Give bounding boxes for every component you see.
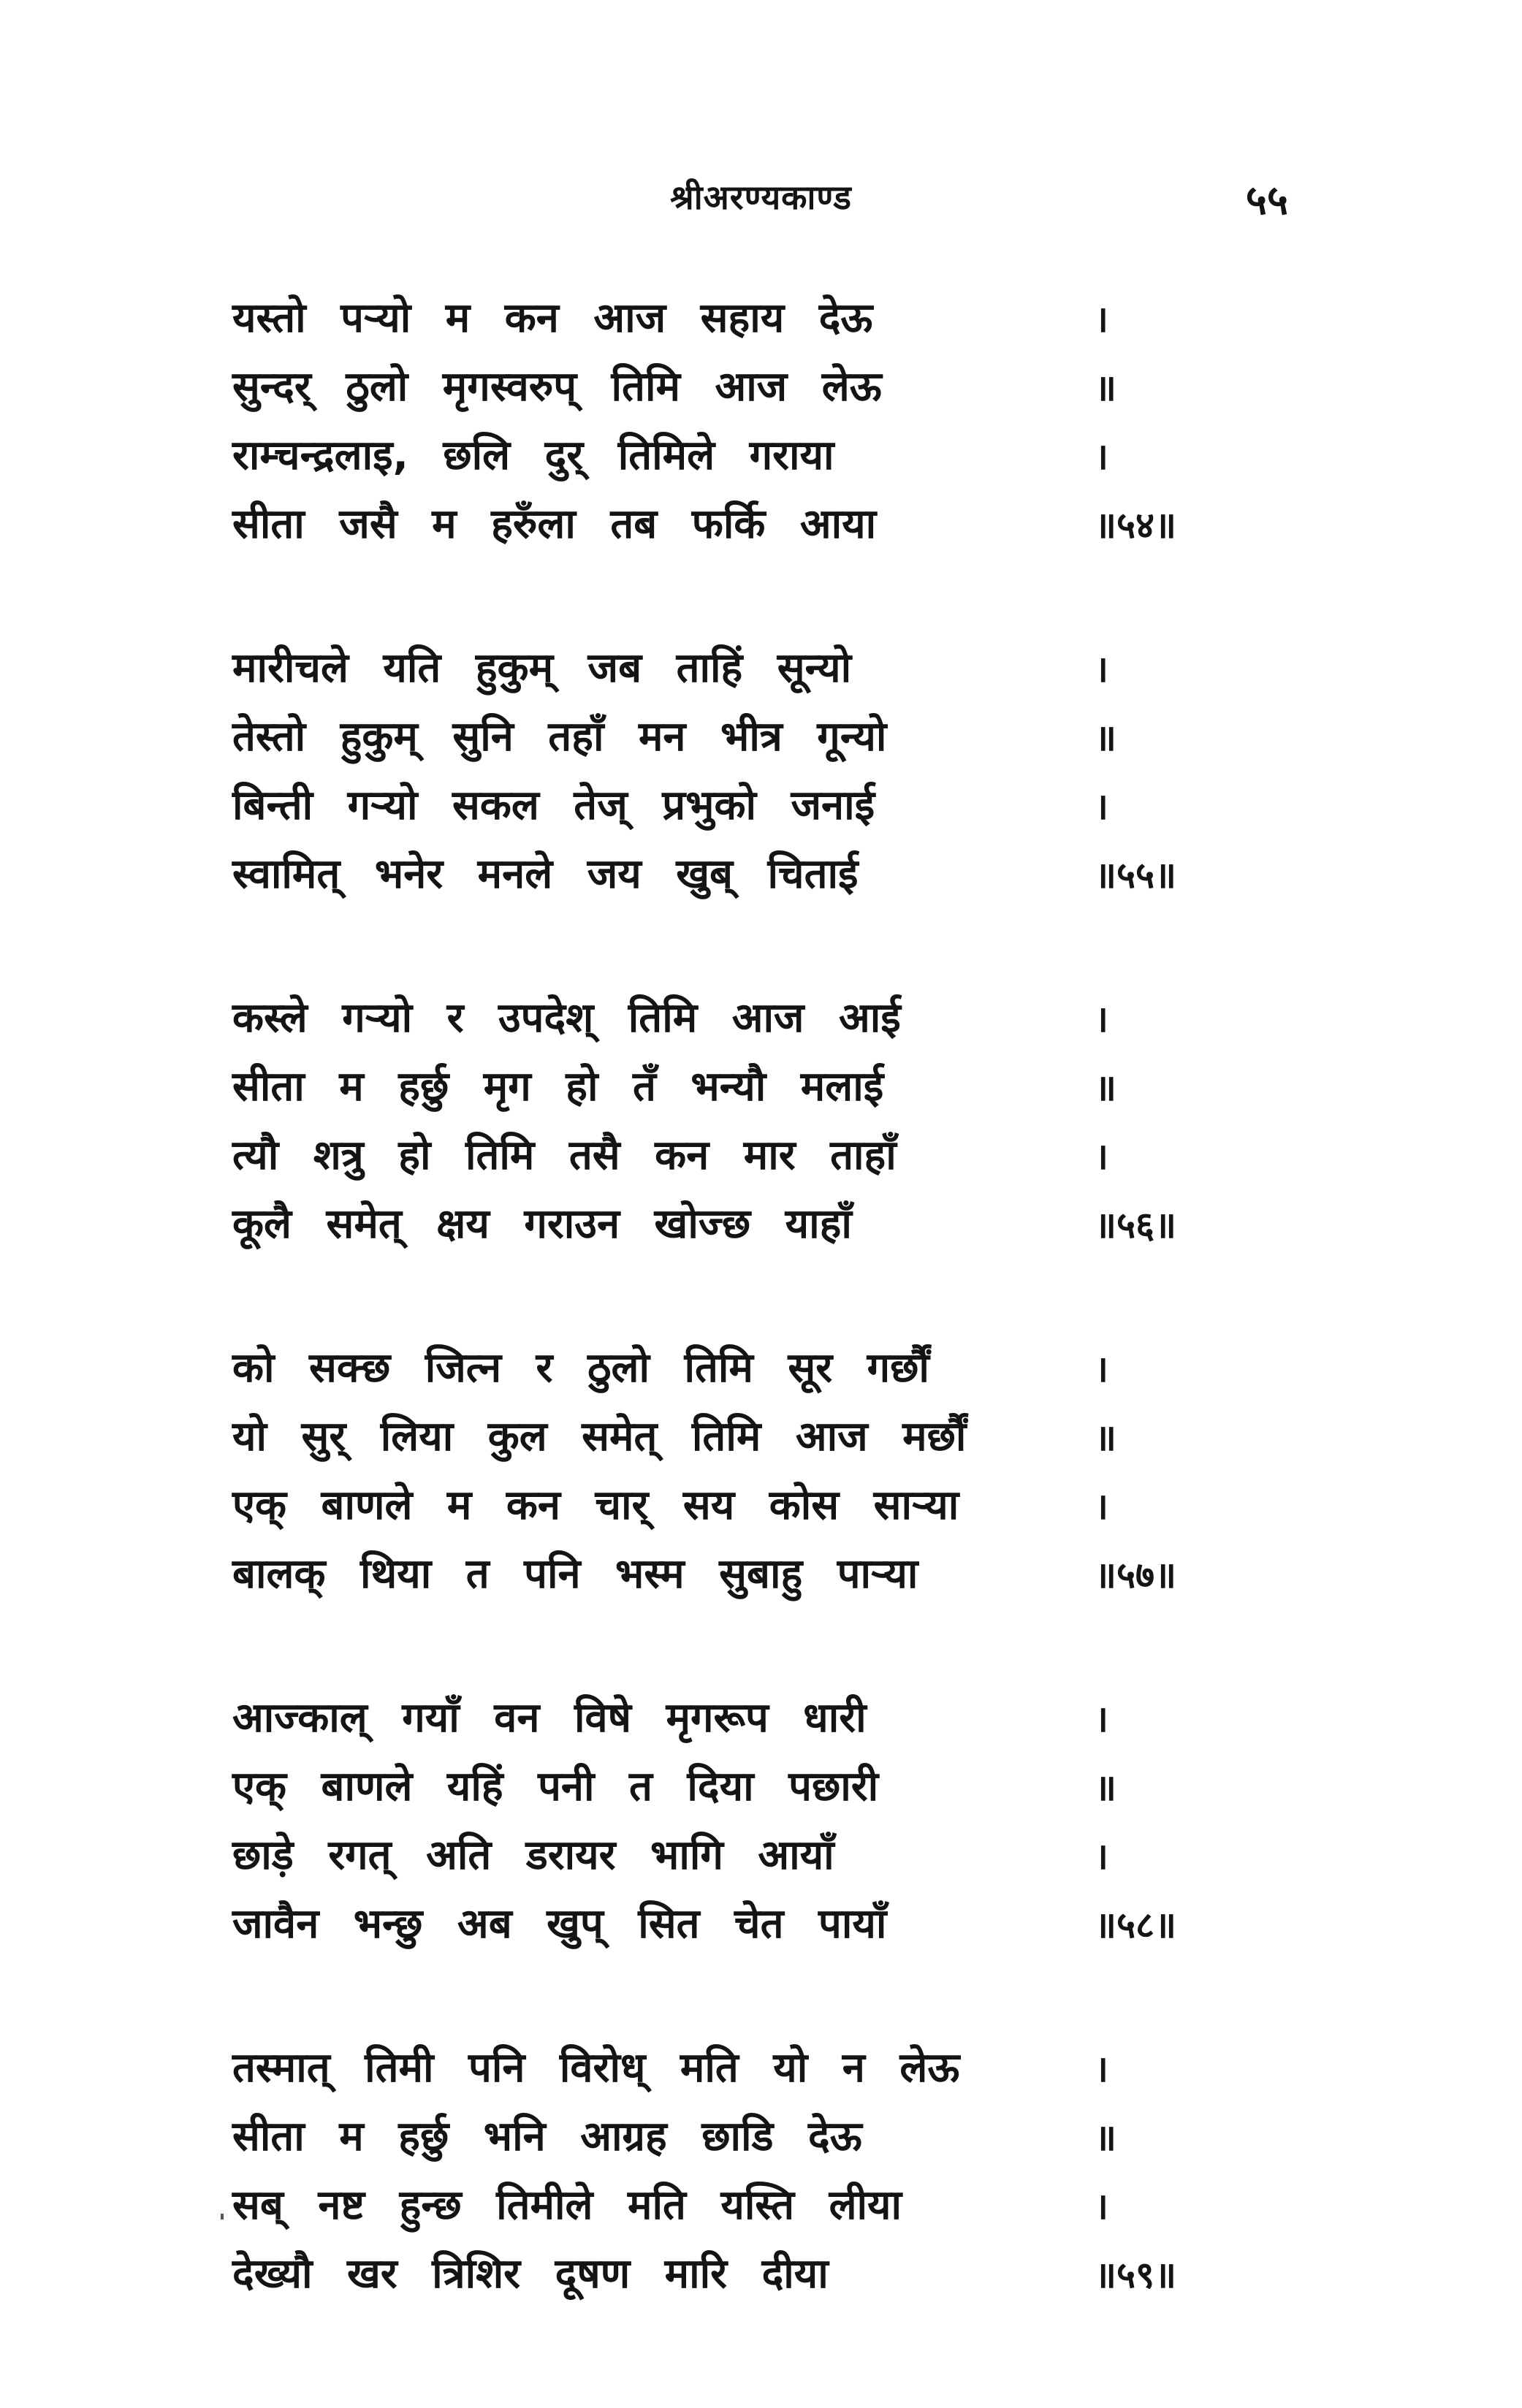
verse-line — [232, 1195, 1211, 1263]
verse-text: राम्चन्द्रलाइ, छलि दुर् तिमिले गराया — [232, 432, 834, 479]
verse-number: ॥५४॥ — [1095, 504, 1176, 546]
verse-end-mark: । — [1095, 1698, 1108, 1740]
verse-end-mark: । — [1095, 998, 1108, 1040]
verse-line — [232, 845, 1211, 913]
verse-line — [232, 776, 1211, 845]
verse-end-mark: । — [1095, 2185, 1108, 2228]
page-header — [0, 174, 1522, 232]
verse-line — [232, 1894, 1211, 1963]
verse-line — [232, 988, 1211, 1057]
verse-line — [232, 2244, 1211, 2313]
verse-text: स्वामित् भनेर मनले जय खुब् चिताई — [232, 850, 859, 898]
verse-text: सुन्दर् ठुलो मृगस्वरुप् तिमि आज लेऊ — [232, 363, 882, 411]
verse-text: आज्काल् गयाँ वन विषे मृगरूप धारी — [232, 1694, 867, 1742]
verse-number: ॥५८॥ — [1095, 1904, 1176, 1946]
verse-line — [232, 289, 1211, 357]
verse-body — [232, 289, 1211, 2313]
verse-number: ॥५६॥ — [1095, 1204, 1176, 1246]
verse-text: सीता म हर्छु मृग हो तँ भन्यौ मलाई — [232, 1063, 884, 1110]
verse-text: मारीचले यति हुकुम् जब ताहिं सून्यो — [232, 644, 852, 692]
verse-line — [232, 1057, 1211, 1126]
verse-text: त्यौ शत्रु हो तिमि तसै कन मार ताहाँ — [232, 1132, 897, 1179]
stanza-55 — [232, 639, 1211, 913]
verse-text: देख्यौ खर त्रिशिर दूषण मारि दीया — [232, 2250, 829, 2298]
verse-text: सीता म हर्छु भनि आग्रह छाडि देऊ — [232, 2113, 862, 2160]
verse-line — [232, 1757, 1211, 1826]
verse-text: कस्ले गऱ्यो र उपदेश् तिमि आज आई — [232, 994, 901, 1042]
verse-line — [232, 2038, 1211, 2107]
verse-line — [232, 357, 1211, 426]
verse-end-mark: ॥ — [1095, 2116, 1116, 2159]
stanza-54 — [232, 289, 1211, 563]
verse-line — [232, 2107, 1211, 2176]
page-number: ५५ — [1245, 177, 1288, 224]
verse-end-mark: ॥ — [1095, 1417, 1116, 1459]
verse-number: ॥५९॥ — [1095, 2254, 1176, 2296]
verse-text: कूलै समेत् क्षय गराउन खोज्छ याहाँ — [232, 1200, 852, 1248]
stanza-59 — [232, 2038, 1211, 2313]
verse-number: ॥५७॥ — [1095, 1554, 1176, 1596]
stanza-57 — [232, 1338, 1211, 1613]
verse-number: ॥५५॥ — [1095, 854, 1176, 896]
verse-end-mark: ॥ — [1095, 1767, 1116, 1809]
stanza-58 — [232, 1688, 1211, 1963]
verse-end-mark: । — [1095, 435, 1108, 478]
verse-line — [232, 426, 1211, 495]
verse-text: छाड़े रगत् अति डरायर भागि आयाँ — [232, 1832, 834, 1879]
verse-text: एक् बाणले म कन चार् सय कोस साऱ्या — [232, 1482, 959, 1529]
verse-text: यो सुर् लिया कुल समेत् तिमि आज मर्छौं — [232, 1413, 967, 1460]
verse-text: जावैन भन्छु अब खुप् सित चेत पायाँ — [232, 1900, 887, 1948]
verse-end-mark: । — [1095, 2048, 1108, 2090]
verse-line — [232, 639, 1211, 707]
verse-line — [232, 1338, 1211, 1407]
verse-line — [232, 1407, 1211, 1476]
verse-end-mark: । — [1095, 1485, 1108, 1528]
verse-line — [232, 1826, 1211, 1894]
verse-text: सब् नष्ट हुन्छ तिमीले मति यस्ति लीया — [232, 2182, 902, 2229]
verse-text: यस्तो पऱ्यो म कन आज सहाय देऊ — [232, 294, 873, 342]
verse-line — [232, 1544, 1211, 1613]
stanza-56 — [232, 988, 1211, 1263]
verse-line — [232, 707, 1211, 776]
verse-end-mark: । — [1095, 785, 1108, 828]
verse-end-mark: ॥ — [1095, 717, 1116, 759]
verse-end-mark: । — [1095, 1835, 1108, 1878]
verse-text: तेस्तो हुकुम् सुनि तहाँ मन भीत्र गून्यो — [232, 713, 887, 761]
verse-line — [232, 2176, 1211, 2244]
verse-line — [232, 1688, 1211, 1757]
verse-line — [232, 495, 1211, 563]
verse-end-mark: । — [1095, 1348, 1108, 1390]
verse-end-mark: । — [1095, 1135, 1108, 1178]
verse-text: सीता जसै म हरुँला तब फर्कि आया — [232, 500, 877, 548]
verse-line — [232, 1126, 1211, 1195]
verse-end-mark: ॥ — [1095, 1067, 1116, 1109]
verse-end-mark: । — [1095, 648, 1108, 690]
scan-speck — [221, 2214, 224, 2220]
verse-text: को सक्छ जित्न र ठुलो तिमि सूर गर्छौं — [232, 1344, 929, 1392]
running-title: श्रीअरण्यकाण्ड — [670, 178, 852, 217]
verse-text: एक् बाणले यहिं पनी त दिया पछारी — [232, 1763, 879, 1810]
verse-line — [232, 1476, 1211, 1544]
verse-text: बिन्ती गऱ्यो सकल तेज् प्रभुको जनाई — [232, 782, 875, 829]
verse-end-mark: । — [1095, 298, 1108, 340]
verse-text: तस्मात् तिमी पनि विरोध् मति यो न लेऊ — [232, 2044, 960, 2092]
verse-end-mark: ॥ — [1095, 367, 1116, 409]
verse-text: बालक् थिया त पनि भस्म सुबाहु पाऱ्या — [232, 1550, 918, 1598]
